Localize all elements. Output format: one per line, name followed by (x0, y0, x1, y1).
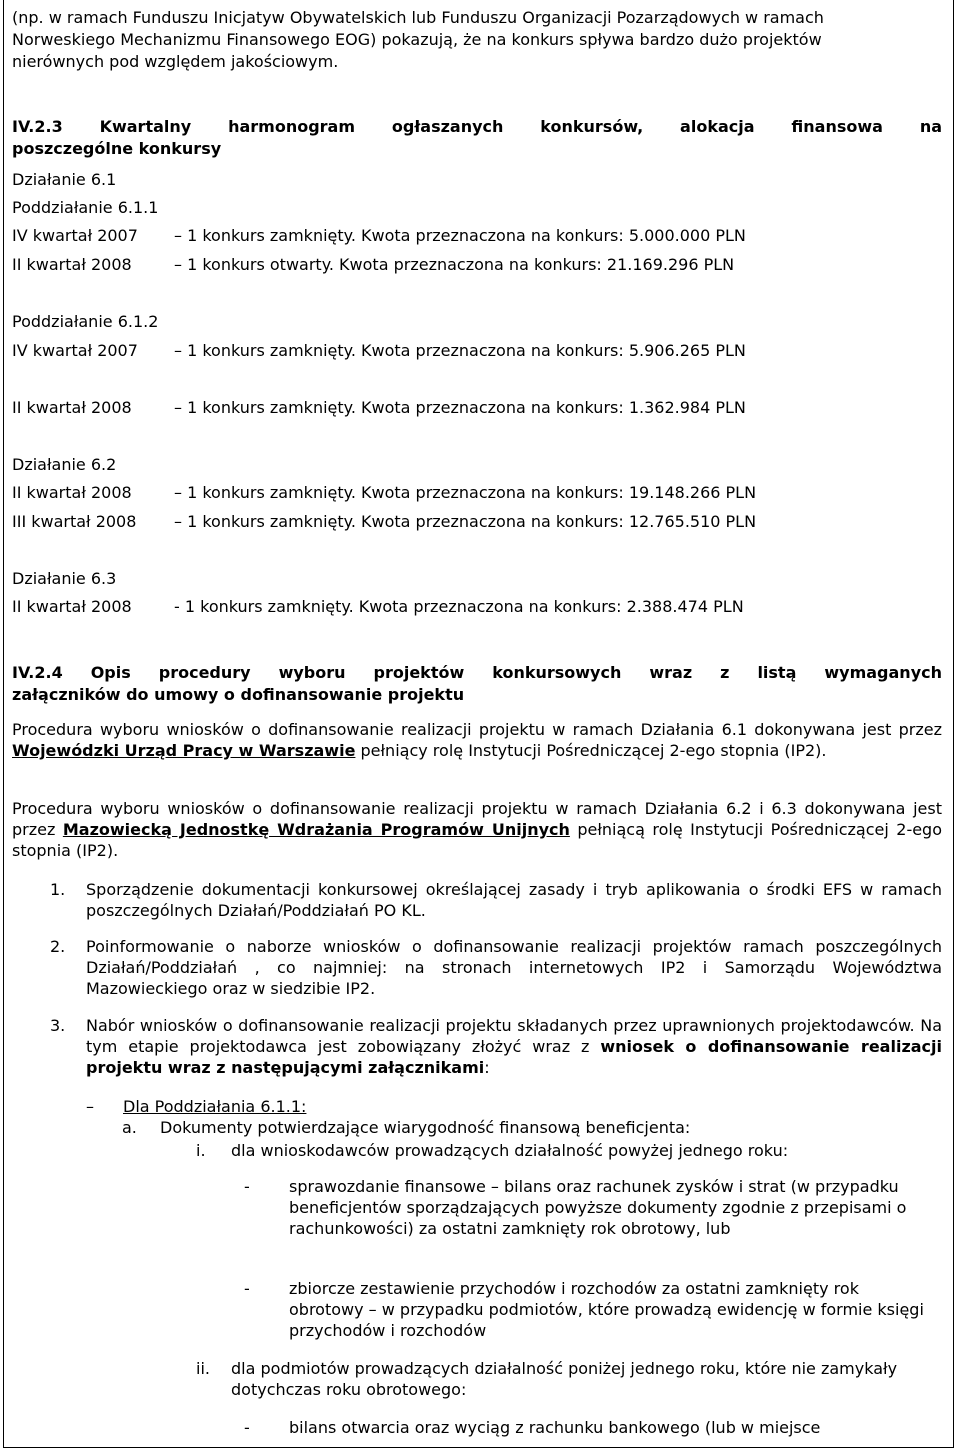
schedule-row (12, 397, 746, 418)
schedule-quarter: II kwartał 2008 (12, 483, 132, 502)
schedule-row (12, 225, 746, 246)
step-number: 3. (50, 1016, 66, 1035)
group-title: Działanie 6.1 (12, 170, 117, 189)
schedule-text: – 1 konkurs zamknięty. Kwota przeznaczona na konkurs: 1.362.984 PLN (174, 398, 746, 417)
section-heading: poszczególne konkursy (12, 139, 222, 158)
group-title: Działanie 6.2 (12, 455, 117, 474)
institution-name: Mazowiecką Jednostkę Wdrażania Programów Unijnych (62, 820, 570, 839)
schedule-text: – 1 konkurs zamknięty. Kwota przeznaczona na konkurs: 5.000.000 PLN (174, 226, 746, 245)
paragraph: Procedura wyboru wniosków o dofinansowanie realizacji projektu w ramach Działania 6.1 dokonywana jest przez Wojewódzki Urząd Pracy w Warszawie pełniący rolę Instytucji Pośredniczącej 2-ego stopnia (IP2). (12, 720, 942, 760)
schedule-text: – 1 konkurs zamknięty. Kwota przeznaczona na konkurs: 12.765.510 PLN (174, 512, 757, 531)
step-text: Nabór wniosków o dofinansowanie realizacji projektu składanych przez uprawnionych projektodawców. Na tym etapie projektodawca jest zobowiązany złożyć wraz z wniosek o dofinansowanie realizacji projektu wraz z następującymi załącznikami: (86, 1016, 943, 1077)
step-number: 2. (50, 937, 66, 956)
section-heading: IV.2.4 Opis procedury wyboru projektów konkursowych wraz z listą wymaganych (12, 663, 942, 682)
step-text: Poinformowanie o naborze wniosków o dofinansowanie realizacji projektów ramach poszczególnych Działań/Poddziałań , co najmniej: na stronach internetowych IP2 i Samorządu Województwa Mazowieckiego oraz w siedzibie IP2. (86, 937, 942, 998)
schedule-quarter: II kwartał 2008 (12, 597, 132, 616)
item-label: dla wnioskodawców prowadzących działalność powyżej jednego roku: (231, 1141, 789, 1160)
schedule-row (12, 340, 746, 361)
group-title: Działanie 6.3 (12, 569, 117, 588)
schedule-quarter: IV kwartał 2007 (12, 226, 138, 245)
schedule-text: – 1 konkurs zamknięty. Kwota przeznaczona na konkurs: 5.906.265 PLN (174, 341, 746, 360)
schedule-row (12, 511, 756, 532)
schedule-text: - 1 konkurs zamknięty. Kwota przeznaczona na konkurs: 2.388.474 PLN (174, 597, 744, 616)
schedule-quarter: IV kwartał 2007 (12, 341, 138, 360)
schedule-text: – 1 konkurs otwarty. Kwota przeznaczona na konkurs: 21.169.296 PLN (174, 255, 735, 274)
schedule-row (12, 482, 756, 503)
item-label: dla podmiotów prowadzących działalność poniżej jednego roku, które nie zamykały dotychczas roku obrotowego: (231, 1359, 898, 1399)
bullet-marker: - (244, 1177, 250, 1196)
item-marker: i. (196, 1141, 206, 1160)
bullet-text: bilans otwarcia oraz wyciąg z rachunku bankowego (lub w miejsce (289, 1418, 821, 1437)
schedule-quarter: II kwartał 2008 (12, 398, 132, 417)
paragraph: Procedura wyboru wniosków o dofinansowanie realizacji projektu w ramach Działania 6.2 i 6.3 dokonywana jest przez Mazowiecką Jednostkę Wdrażania Programów Unijnych pełniącą rolę Instytucji Pośredniczącej 2-ego stopnia (IP2). (12, 799, 942, 860)
step-text: Sporządzenie dokumentacji konkursowej określającej zasady i tryb aplikowania o środki EFS w ramach poszczególnych Działań/Poddziałań PO KL. (86, 880, 942, 920)
intro-line: Norweskiego Mechanizmu Finansowego EOG) pokazują, że na konkurs spływa bardzo dużo projektów (12, 30, 822, 49)
schedule-row (12, 596, 744, 617)
bullet-marker: - (244, 1418, 250, 1437)
institution-name: Wojewódzki Urząd Pracy w Warszawie (12, 741, 356, 760)
bullet-text: zbiorcze zestawienie przychodów i rozchodów za ostatni zamknięty rok obrotowy – w przypadku podmiotów, które prowadzą ewidencję w formie księgi przychodów i rozchodów (289, 1279, 924, 1340)
item-marker: a. (122, 1118, 137, 1137)
item-marker: ii. (196, 1359, 210, 1378)
schedule-quarter: III kwartał 2008 (12, 512, 137, 531)
intro-line: nierównych pod względem jakościowym. (12, 52, 339, 71)
section-heading: załączników do umowy o dofinansowanie projektu (12, 685, 465, 704)
group-subtitle: Poddziałanie 6.1.1 (12, 198, 159, 217)
item-label: Dokumenty potwierdzające wiarygodność finansową beneficjenta: (160, 1118, 691, 1137)
bullet-marker: - (244, 1279, 250, 1298)
bullet-text: sprawozdanie finansowe – bilans oraz rachunek zysków i strat (w przypadku beneficjentów sporządzających powyższe dokumenty zgodnie z przepisami o rachunkowości) za ostatni zamknięty rok obrotowy, lub (289, 1177, 907, 1238)
step-number: 1. (50, 880, 66, 899)
dash-label: Dla Poddziałania 6.1.1: (123, 1097, 307, 1116)
schedule-row (12, 254, 734, 275)
schedule-quarter: II kwartał 2008 (12, 255, 132, 274)
schedule-text: – 1 konkurs zamknięty. Kwota przeznaczona na konkurs: 19.148.266 PLN (174, 483, 757, 502)
section-heading: IV.2.3 Kwartalny harmonogram ogłaszanych konkursów, alokacja finansowa na (12, 117, 942, 136)
group-title: Poddziałanie 6.1.2 (12, 312, 159, 331)
intro-line: (np. w ramach Funduszu Inicjatyw Obywatelskich lub Funduszu Organizacji Pozarządowych w ramach (12, 8, 824, 27)
dash-marker: – (86, 1097, 94, 1116)
